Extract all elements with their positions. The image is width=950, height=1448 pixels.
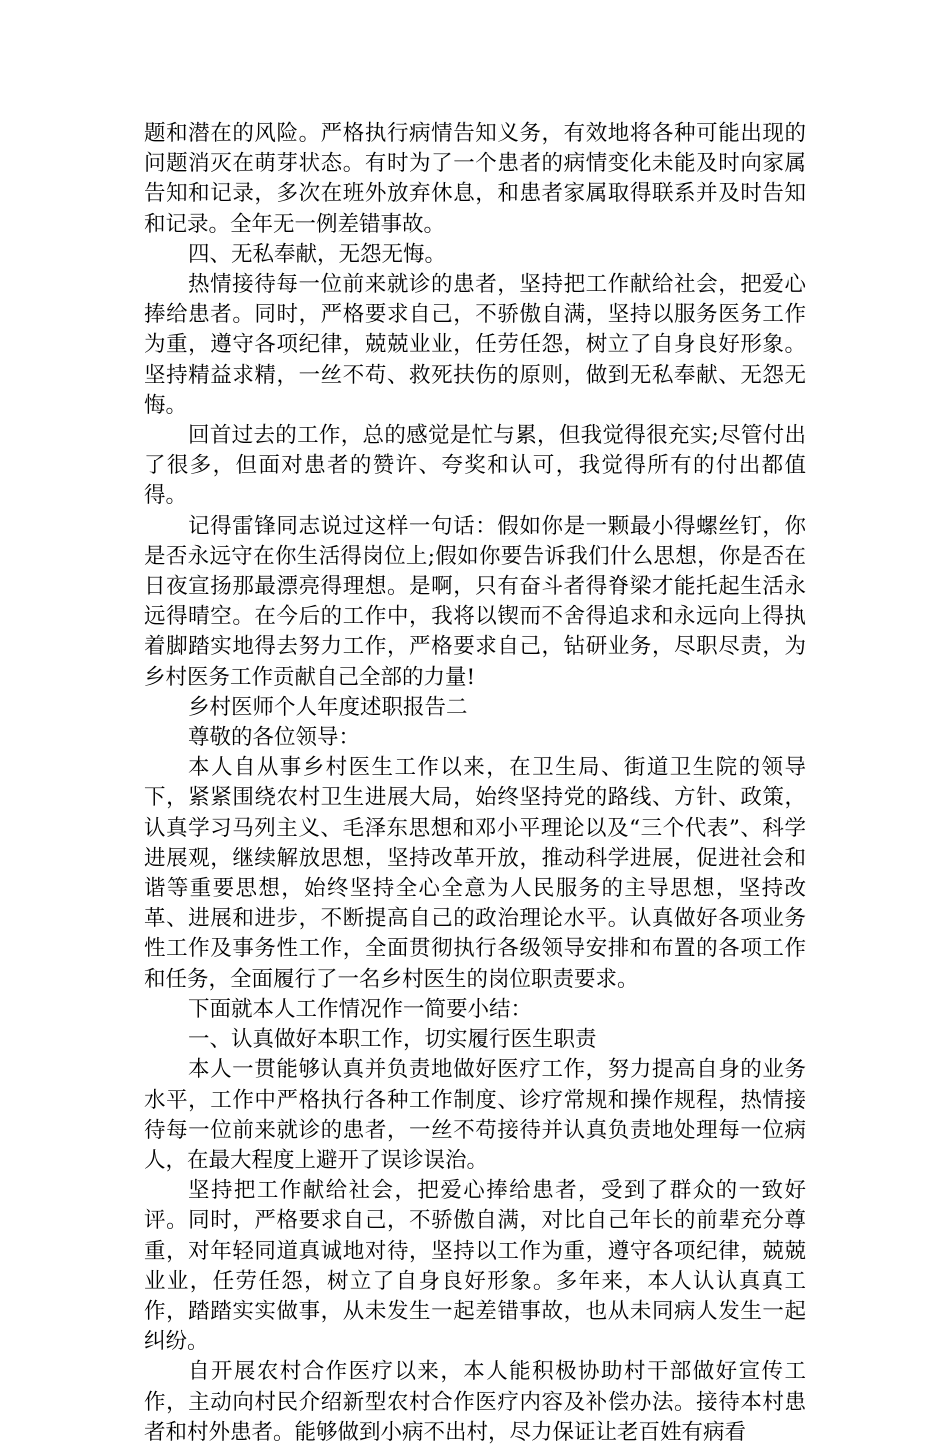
paragraph: 自开展农村合作医疗以来，本人能积极协助村干部做好宣传工作，主动向村民介绍新型农村合作医疗内容及补偿办法。接待本村患者和村外患者。能够做到小病不出村，尽力保证让老百姓有病看 bbox=[144, 1359, 806, 1445]
salutation: 尊敬的各位领导： bbox=[188, 725, 361, 751]
report-title-two: 乡村医师个人年度述职报告二 bbox=[188, 694, 468, 720]
paragraph: 回首过去的工作，总的感觉是忙与累，但我觉得很充实;尽管付出了很多，但面对患者的赞许、夸奖和认可，我觉得所有的付出都值得。 bbox=[144, 423, 806, 509]
section-heading-duties: 一、认真做好本职工作，切实履行医生职责 bbox=[188, 1027, 597, 1053]
paragraph-continued: 题和潜在的风险。严格执行病情告知义务，有效地将各种可能出现的问题消灭在萌芽状态。有时为了一个患者的病情变化未能及时向家属告知和记录，多次在班外放弃休息，和患者家属取得联系并及时告知和记录。全年无一例差错事故。 bbox=[144, 121, 806, 237]
paragraph: 本人一贯能够认真并负责地做好医疗工作，努力提高自身的业务水平，工作中严格执行各种工作制度、诊疗常规和操作规程，热情接待每一位前来就诊的患者，一丝不苟接待并认真负责地处理每一位病人，在最大程度上避开了误诊误治。 bbox=[144, 1057, 806, 1173]
section-heading-selfless-dedication: 四、无私奉献，无怨无悔。 bbox=[188, 241, 447, 267]
paragraph: 本人自从事乡村医生工作以来，在卫生局、街道卫生院的领导下，紧紧围绕农村卫生进展大局，始终坚持党的路线、方针、政策，认真学习马列主义、毛泽东思想和邓小平理论以及“三个代表”、科学进展观，继续解放思想，坚持改革开放，推动科学进展，促进社会和谐等重要思想，始终坚持全心全意为人民服务的主导思想，坚持改革、进展和进步，不断提高自己的政治理论水平。认真做好各项业务性工作及事务性工作，全面贯彻执行各级领导安排和布置的各项工作和任务，全面履行了一名乡村医生的岗位职责要求。 bbox=[144, 755, 806, 992]
paragraph: 坚持把工作献给社会，把爱心捧给患者，受到了群众的一致好评。同时，严格要求自己，不骄傲自满，对比自己年长的前辈充分尊重，对年轻同道真诚地对待，坚持以工作为重，遵守各项纪律，兢兢业业，任劳任怨，树立了自身良好形象。多年来，本人认认真真工作，踏踏实实做事，从未发生一起差错事故，也从未同病人发生一起纠纷。 bbox=[144, 1178, 806, 1355]
paragraph: 下面就本人工作情况作一简要小结： bbox=[188, 996, 533, 1022]
document-body bbox=[144, 119, 806, 1448]
paragraph: 热情接待每一位前来就诊的患者，坚持把工作献给社会，把爱心捧给患者。同时，严格要求自己，不骄傲自满，坚持以服务医务工作为重，遵守各项纪律，兢兢业业，任劳任怨，树立了自身良好形象。坚持精益求精，一丝不苟、救死扶伤的原则，做到无私奉献、无怨无悔。 bbox=[144, 272, 806, 418]
paragraph: 记得雷锋同志说过这样一句话：假如你是一颗最小得螺丝钉，你是否永远守在你生活得岗位上;假如你要告诉我们什么思想，你是否在日夜宣扬那最漂亮得理想。是啊，只有奋斗者得脊梁才能托起生活永远得晴空。在今后的工作中，我将以锲而不舍得追求和永远向上得执着脚踏实地得去努力工作，严格要求自己，钻研业务，尽职尽责，为乡村医务工作贡献自己全部的力量! bbox=[144, 513, 806, 690]
